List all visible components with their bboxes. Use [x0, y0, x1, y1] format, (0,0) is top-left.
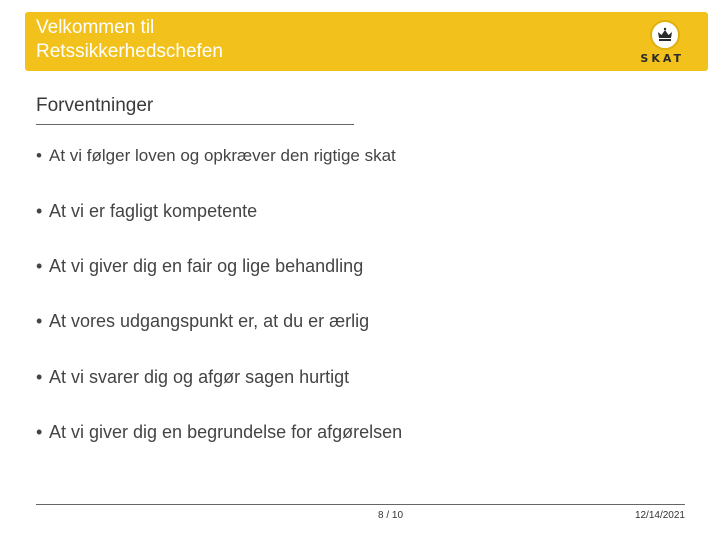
list-item: • At vi følger loven og opkræver den rigtige skat — [36, 146, 396, 165]
bullet-icon: • — [36, 146, 42, 165]
page-number: 8 / 10 — [378, 510, 404, 521]
slide-title-line-1: Velkommen til — [36, 17, 155, 38]
section-heading: Forventninger — [36, 95, 154, 116]
bullet-icon: • — [36, 201, 43, 221]
skat-logo — [616, 20, 684, 66]
slide-title-line-2: Retssikkerhedschefen — [36, 41, 223, 62]
list-item: • At vi svarer dig og afgør sagen hurtigt — [36, 367, 350, 387]
slide-title — [36, 16, 223, 64]
title-banner — [25, 12, 708, 71]
footer-divider — [36, 504, 685, 505]
list-item: • At vi er fagligt kompetente — [36, 201, 258, 221]
logo-wordmark: SKAT — [640, 52, 684, 65]
crown-icon — [650, 20, 680, 50]
list-item: • At vores udgangspunkt er, at du er ærlig — [36, 311, 370, 331]
footer-date: 12/14/2021 — [634, 510, 685, 521]
list-item: • At vi giver dig en begrundelse for afgørelsen — [36, 422, 403, 442]
bullet-icon: • — [36, 256, 43, 276]
bullet-icon: • — [36, 367, 43, 387]
bullet-icon: • — [36, 311, 43, 331]
list-item: • At vi giver dig en fair og lige behandling — [36, 256, 364, 276]
bullet-icon: • — [36, 422, 43, 442]
heading-divider — [36, 124, 354, 125]
